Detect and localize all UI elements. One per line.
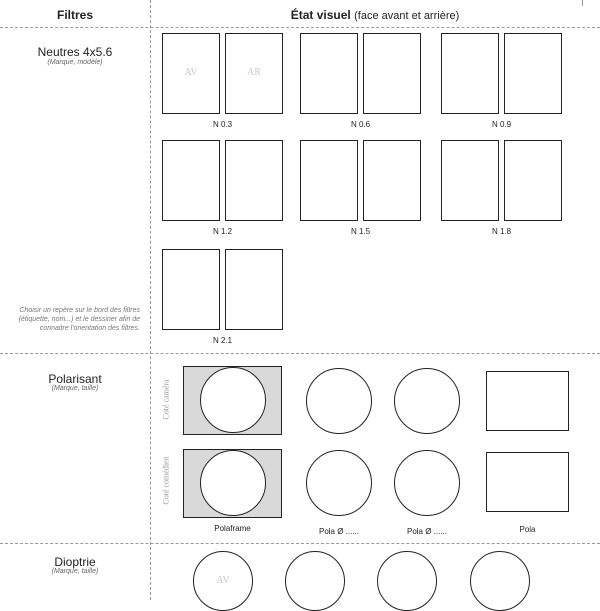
section-divider-neutres: [0, 353, 600, 354]
column-divider: [150, 0, 151, 600]
filter-n21-back-box[interactable]: [225, 249, 283, 330]
section-subtitle-polarisant: (Marque, taille): [51, 385, 99, 392]
filter-n18-back-box[interactable]: [504, 140, 562, 221]
column-header-filtres-text: Filtres: [56, 8, 93, 22]
pola1-camera-circle[interactable]: [306, 368, 372, 434]
filter-front-tag: AV: [184, 67, 198, 78]
filter-n09-front-box[interactable]: [441, 33, 499, 114]
dioptrie-3-circle[interactable]: [377, 551, 437, 611]
side-camera-label: Coté caméra: [161, 379, 171, 420]
header-divider: [0, 27, 600, 28]
side-actor-label: Coté comédien: [161, 456, 171, 505]
polaframe-actor-circle[interactable]: [200, 450, 266, 516]
filter-back-tag: AR: [247, 67, 261, 78]
pola-label-pola2: Pola Ø ......: [406, 527, 447, 536]
filter-n15-front-box[interactable]: [300, 140, 358, 221]
orientation-note: Choisir un repère sur le bord des filtres (étiquette, nom...) et le dessiner afin de connaitre l'orientation des filtres.: [18, 307, 140, 332]
filter-label-n21: N 2.1: [212, 336, 233, 345]
section-subtitle-dioptrie: (Marque, taille): [51, 568, 99, 575]
filter-label-n03: N 0.3: [212, 120, 233, 129]
filter-n12-front-box[interactable]: [162, 140, 220, 221]
section-title-dioptrie: Dioptrie: [54, 555, 96, 569]
filter-label-n12: N 1.2: [212, 227, 233, 236]
filter-label-n15: N 1.5: [350, 227, 371, 236]
pola2-camera-circle[interactable]: [394, 368, 460, 434]
filter-n12-back-box[interactable]: [225, 140, 283, 221]
filter-n15-back-box[interactable]: [363, 140, 421, 221]
dioptrie-4-circle[interactable]: [470, 551, 530, 611]
polaframe-camera-circle[interactable]: [200, 367, 266, 433]
column-header-etat-visuel: [150, 8, 600, 22]
filter-label-n09: N 0.9: [491, 120, 512, 129]
filter-n06-back-box[interactable]: [363, 33, 421, 114]
column-header-etat-bold: État visuel: [290, 8, 351, 22]
pola2-actor-circle[interactable]: [394, 450, 460, 516]
pola-camera-rect[interactable]: [486, 371, 569, 431]
column-header-etat-light: (face avant et arrière): [354, 10, 460, 22]
filter-n21-front-box[interactable]: [162, 249, 220, 330]
section-title-neutres: Neutres 4x5.6: [37, 45, 113, 59]
top-tick-mark: [582, 0, 583, 6]
pola-label-polaframe: Polaframe: [214, 524, 251, 533]
filter-label-n18: N 1.8: [491, 227, 512, 236]
dioptrie-2-circle[interactable]: [285, 551, 345, 611]
filter-label-n06: N 0.6: [350, 120, 371, 129]
pola-label-pola: Pola: [519, 525, 536, 534]
column-header-filtres: [0, 8, 150, 22]
pola-actor-rect[interactable]: [486, 452, 569, 512]
filter-n06-front-box[interactable]: [300, 33, 358, 114]
section-subtitle-neutres: (Marque, modèle): [47, 59, 103, 66]
filter-n09-back-box[interactable]: [504, 33, 562, 114]
filter-n18-front-box[interactable]: [441, 140, 499, 221]
section-title-polarisant: Polarisant: [48, 372, 102, 386]
pola1-actor-circle[interactable]: [306, 450, 372, 516]
dioptrie-front-tag: AV: [216, 575, 230, 586]
pola-label-pola1: Pola Ø ......: [318, 527, 359, 536]
section-divider-polarisant: [0, 543, 600, 544]
